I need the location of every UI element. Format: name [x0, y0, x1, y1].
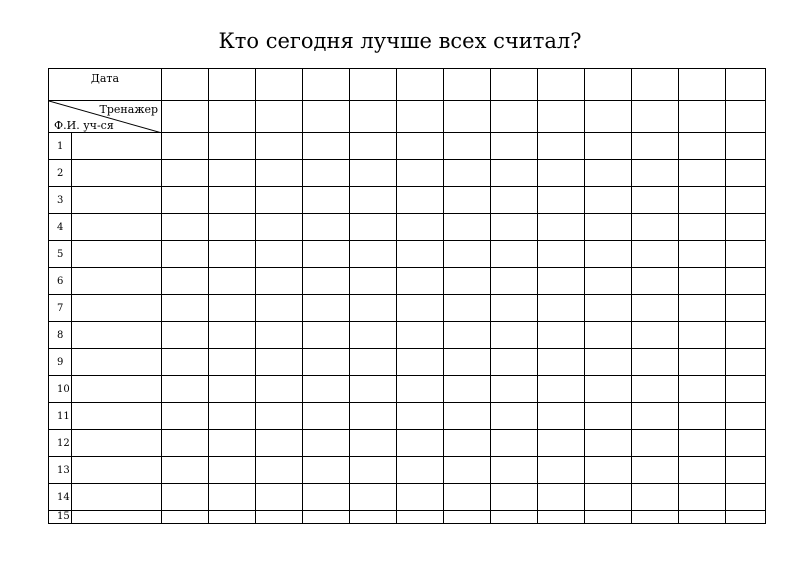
- row-number: 7: [49, 295, 72, 322]
- score-cell[interactable]: [491, 484, 538, 511]
- score-cell[interactable]: [209, 457, 256, 484]
- row-number: 3: [49, 187, 72, 214]
- score-cell[interactable]: [209, 187, 256, 214]
- score-cell[interactable]: [162, 484, 209, 511]
- score-cell[interactable]: [444, 322, 491, 349]
- score-cell[interactable]: [303, 484, 350, 511]
- trainer-cell[interactable]: [585, 101, 632, 133]
- row-number: 11: [49, 403, 72, 430]
- student-name-cell[interactable]: [72, 241, 162, 268]
- date-cell[interactable]: [256, 69, 303, 101]
- score-cell[interactable]: [679, 376, 726, 403]
- score-cell[interactable]: [444, 349, 491, 376]
- score-cell[interactable]: [209, 214, 256, 241]
- score-cell[interactable]: [397, 430, 444, 457]
- score-cell[interactable]: [444, 187, 491, 214]
- table-row: [49, 349, 766, 376]
- score-cell[interactable]: [632, 457, 679, 484]
- score-cell[interactable]: [350, 511, 397, 524]
- score-cell[interactable]: [679, 484, 726, 511]
- score-cell[interactable]: [209, 268, 256, 295]
- score-cell[interactable]: [350, 160, 397, 187]
- score-cell[interactable]: [538, 295, 585, 322]
- trainer-cell[interactable]: [726, 101, 766, 133]
- student-name-cell[interactable]: [72, 133, 162, 160]
- score-cell[interactable]: [444, 430, 491, 457]
- score-cell[interactable]: [726, 187, 766, 214]
- score-cell[interactable]: [162, 511, 209, 524]
- page-title: Кто сегодня лучше всех считал?: [218, 29, 582, 53]
- trainer-row: [49, 101, 766, 133]
- score-cell[interactable]: [303, 214, 350, 241]
- score-cell[interactable]: [585, 484, 632, 511]
- score-cell[interactable]: [397, 187, 444, 214]
- score-cell[interactable]: [350, 376, 397, 403]
- score-cell[interactable]: [444, 295, 491, 322]
- date-cell[interactable]: [491, 69, 538, 101]
- score-cell[interactable]: [726, 511, 766, 524]
- score-cell[interactable]: [585, 295, 632, 322]
- row-number: 5: [49, 241, 72, 268]
- trainer-cell[interactable]: [256, 101, 303, 133]
- student-name-cell[interactable]: [72, 349, 162, 376]
- score-cell[interactable]: [256, 133, 303, 160]
- score-cell[interactable]: [585, 376, 632, 403]
- score-cell[interactable]: [585, 430, 632, 457]
- score-cell[interactable]: [397, 160, 444, 187]
- score-cell[interactable]: [256, 187, 303, 214]
- table-row: [49, 160, 766, 187]
- score-cell[interactable]: [726, 241, 766, 268]
- date-row: [49, 69, 766, 101]
- score-cell[interactable]: [491, 295, 538, 322]
- score-cell[interactable]: [491, 268, 538, 295]
- score-cell[interactable]: [444, 268, 491, 295]
- score-cell[interactable]: [491, 133, 538, 160]
- score-cell[interactable]: [585, 241, 632, 268]
- date-header: Дата: [49, 69, 162, 101]
- score-cell[interactable]: [303, 457, 350, 484]
- score-cell[interactable]: [350, 187, 397, 214]
- score-cell[interactable]: [726, 376, 766, 403]
- score-cell[interactable]: [162, 349, 209, 376]
- student-name-cell[interactable]: [72, 511, 162, 524]
- date-cell[interactable]: [538, 69, 585, 101]
- table-row: [49, 484, 766, 511]
- score-cell[interactable]: [632, 511, 679, 524]
- score-cell[interactable]: [256, 430, 303, 457]
- score-cell[interactable]: [209, 349, 256, 376]
- score-cell[interactable]: [256, 484, 303, 511]
- score-cell[interactable]: [444, 484, 491, 511]
- student-name-cell[interactable]: [72, 457, 162, 484]
- score-cell[interactable]: [397, 457, 444, 484]
- results-table: [48, 68, 766, 524]
- date-cell[interactable]: [397, 69, 444, 101]
- date-cell[interactable]: [209, 69, 256, 101]
- score-cell[interactable]: [491, 430, 538, 457]
- table-row: [49, 214, 766, 241]
- score-cell[interactable]: [679, 268, 726, 295]
- score-cell[interactable]: [726, 430, 766, 457]
- table-row: [49, 268, 766, 295]
- score-cell[interactable]: [350, 430, 397, 457]
- score-cell[interactable]: [350, 484, 397, 511]
- score-cell[interactable]: [162, 376, 209, 403]
- score-cell[interactable]: [209, 430, 256, 457]
- score-cell[interactable]: [444, 376, 491, 403]
- row-number: 9: [49, 349, 72, 376]
- student-name-cell[interactable]: [72, 322, 162, 349]
- score-cell[interactable]: [209, 160, 256, 187]
- score-cell[interactable]: [726, 268, 766, 295]
- score-cell[interactable]: [632, 295, 679, 322]
- trainer-cell[interactable]: [538, 101, 585, 133]
- score-cell[interactable]: [538, 160, 585, 187]
- row-number: 14: [49, 484, 72, 511]
- score-cell[interactable]: [538, 268, 585, 295]
- row-number: 2: [49, 160, 72, 187]
- trainer-cell[interactable]: [491, 101, 538, 133]
- trainer-header: Тренажер: [99, 103, 158, 116]
- score-cell[interactable]: [350, 241, 397, 268]
- table-row: [49, 322, 766, 349]
- table-row: [49, 511, 766, 524]
- date-cell[interactable]: [632, 69, 679, 101]
- score-cell[interactable]: [679, 214, 726, 241]
- score-cell[interactable]: [726, 457, 766, 484]
- score-cell[interactable]: [444, 133, 491, 160]
- score-cell[interactable]: [538, 241, 585, 268]
- score-cell[interactable]: [491, 376, 538, 403]
- score-cell[interactable]: [303, 349, 350, 376]
- score-cell[interactable]: [679, 403, 726, 430]
- score-cell[interactable]: [491, 187, 538, 214]
- score-cell[interactable]: [444, 241, 491, 268]
- score-cell[interactable]: [679, 457, 726, 484]
- score-cell[interactable]: [256, 349, 303, 376]
- trainer-cell[interactable]: [444, 101, 491, 133]
- score-cell[interactable]: [444, 403, 491, 430]
- trainer-cell[interactable]: [679, 101, 726, 133]
- table-row: [49, 295, 766, 322]
- row-number: 10: [49, 376, 72, 403]
- score-cell[interactable]: [256, 160, 303, 187]
- score-cell[interactable]: [350, 295, 397, 322]
- score-cell[interactable]: [632, 484, 679, 511]
- trainer-cell[interactable]: [632, 101, 679, 133]
- score-cell[interactable]: [538, 430, 585, 457]
- score-cell[interactable]: [491, 457, 538, 484]
- score-cell[interactable]: [726, 403, 766, 430]
- score-cell[interactable]: [538, 214, 585, 241]
- score-cell[interactable]: [632, 322, 679, 349]
- score-cell[interactable]: [303, 430, 350, 457]
- score-cell[interactable]: [256, 214, 303, 241]
- score-cell[interactable]: [585, 187, 632, 214]
- table-row: [49, 430, 766, 457]
- score-cell[interactable]: [350, 133, 397, 160]
- score-cell[interactable]: [350, 349, 397, 376]
- score-cell[interactable]: [256, 268, 303, 295]
- score-cell[interactable]: [444, 214, 491, 241]
- score-cell[interactable]: [397, 484, 444, 511]
- student-name-cell[interactable]: [72, 430, 162, 457]
- score-cell[interactable]: [162, 187, 209, 214]
- score-cell[interactable]: [679, 349, 726, 376]
- student-name-cell[interactable]: [72, 484, 162, 511]
- trainer-cell[interactable]: [397, 101, 444, 133]
- row-number: 15: [49, 511, 72, 524]
- score-cell[interactable]: [303, 241, 350, 268]
- score-cell[interactable]: [303, 403, 350, 430]
- score-cell[interactable]: [256, 457, 303, 484]
- score-cell[interactable]: [538, 349, 585, 376]
- score-cell[interactable]: [350, 322, 397, 349]
- table-row: [49, 376, 766, 403]
- score-cell[interactable]: [726, 295, 766, 322]
- score-cell[interactable]: [397, 214, 444, 241]
- score-cell[interactable]: [397, 322, 444, 349]
- score-cell[interactable]: [632, 268, 679, 295]
- date-cell[interactable]: [585, 69, 632, 101]
- student-name-cell[interactable]: [72, 160, 162, 187]
- score-cell[interactable]: [679, 511, 726, 524]
- score-cell[interactable]: [209, 484, 256, 511]
- score-cell[interactable]: [303, 322, 350, 349]
- score-cell[interactable]: [397, 403, 444, 430]
- trainer-cell[interactable]: [350, 101, 397, 133]
- score-cell[interactable]: [256, 241, 303, 268]
- score-cell[interactable]: [209, 403, 256, 430]
- score-cell[interactable]: [585, 403, 632, 430]
- score-cell[interactable]: [538, 457, 585, 484]
- score-cell[interactable]: [303, 133, 350, 160]
- score-cell[interactable]: [209, 241, 256, 268]
- trainer-cell[interactable]: [303, 101, 350, 133]
- score-cell[interactable]: [162, 160, 209, 187]
- table-row: [49, 457, 766, 484]
- score-cell[interactable]: [491, 511, 538, 524]
- student-name-cell[interactable]: [72, 214, 162, 241]
- score-cell[interactable]: [397, 241, 444, 268]
- score-cell[interactable]: [256, 322, 303, 349]
- score-cell[interactable]: [726, 349, 766, 376]
- score-cell[interactable]: [585, 511, 632, 524]
- score-cell[interactable]: [632, 349, 679, 376]
- date-cell[interactable]: [162, 69, 209, 101]
- table-row: [49, 241, 766, 268]
- score-cell[interactable]: [303, 511, 350, 524]
- score-cell[interactable]: [303, 295, 350, 322]
- score-cell[interactable]: [162, 457, 209, 484]
- score-cell[interactable]: [632, 214, 679, 241]
- score-cell[interactable]: [679, 187, 726, 214]
- score-cell[interactable]: [397, 133, 444, 160]
- table-row: [49, 133, 766, 160]
- score-cell[interactable]: [538, 376, 585, 403]
- date-cell[interactable]: [679, 69, 726, 101]
- score-cell[interactable]: [632, 241, 679, 268]
- score-cell[interactable]: [679, 133, 726, 160]
- score-cell[interactable]: [397, 511, 444, 524]
- score-cell[interactable]: [632, 430, 679, 457]
- score-cell[interactable]: [444, 160, 491, 187]
- row-number: 6: [49, 268, 72, 295]
- date-cell[interactable]: [350, 69, 397, 101]
- student-name-cell[interactable]: [72, 403, 162, 430]
- score-cell[interactable]: [256, 511, 303, 524]
- score-cell[interactable]: [397, 268, 444, 295]
- score-cell[interactable]: [679, 160, 726, 187]
- score-cell[interactable]: [491, 322, 538, 349]
- score-cell[interactable]: [491, 349, 538, 376]
- student-name-cell[interactable]: [72, 376, 162, 403]
- score-cell[interactable]: [162, 295, 209, 322]
- score-cell[interactable]: [538, 403, 585, 430]
- score-cell[interactable]: [632, 187, 679, 214]
- row-number: 12: [49, 430, 72, 457]
- row-number: 4: [49, 214, 72, 241]
- score-cell[interactable]: [256, 403, 303, 430]
- score-cell[interactable]: [726, 133, 766, 160]
- date-cell[interactable]: [726, 69, 766, 101]
- score-cell[interactable]: [585, 214, 632, 241]
- score-cell[interactable]: [162, 241, 209, 268]
- score-cell[interactable]: [632, 403, 679, 430]
- student-name-cell[interactable]: [72, 187, 162, 214]
- score-cell[interactable]: [397, 376, 444, 403]
- score-cell[interactable]: [679, 241, 726, 268]
- date-cell[interactable]: [303, 69, 350, 101]
- row-number: 1: [49, 133, 72, 160]
- score-cell[interactable]: [162, 214, 209, 241]
- row-number: 8: [49, 322, 72, 349]
- student-name-cell[interactable]: [72, 295, 162, 322]
- table-row: [49, 403, 766, 430]
- score-cell[interactable]: [538, 322, 585, 349]
- score-cell[interactable]: [726, 214, 766, 241]
- student-name-cell[interactable]: [72, 268, 162, 295]
- score-cell[interactable]: [632, 160, 679, 187]
- date-cell[interactable]: [444, 69, 491, 101]
- score-cell[interactable]: [209, 511, 256, 524]
- score-cell[interactable]: [444, 511, 491, 524]
- score-cell[interactable]: [162, 430, 209, 457]
- student-header: Ф.И. уч-ся: [54, 119, 114, 132]
- score-cell[interactable]: [726, 160, 766, 187]
- score-cell[interactable]: [256, 376, 303, 403]
- score-cell[interactable]: [162, 322, 209, 349]
- score-cell[interactable]: [726, 322, 766, 349]
- score-cell[interactable]: [538, 484, 585, 511]
- score-cell[interactable]: [679, 295, 726, 322]
- score-cell[interactable]: [209, 133, 256, 160]
- score-cell[interactable]: [162, 133, 209, 160]
- score-cell[interactable]: [585, 349, 632, 376]
- score-cell[interactable]: [585, 160, 632, 187]
- score-cell[interactable]: [491, 160, 538, 187]
- score-cell[interactable]: [350, 403, 397, 430]
- score-cell[interactable]: [209, 295, 256, 322]
- score-cell[interactable]: [350, 457, 397, 484]
- score-cell[interactable]: [303, 187, 350, 214]
- score-cell[interactable]: [585, 322, 632, 349]
- score-cell[interactable]: [350, 268, 397, 295]
- score-cell[interactable]: [303, 160, 350, 187]
- score-cell[interactable]: [256, 295, 303, 322]
- score-cell[interactable]: [491, 403, 538, 430]
- score-cell[interactable]: [538, 511, 585, 524]
- score-cell[interactable]: [585, 457, 632, 484]
- trainer-cell[interactable]: [162, 101, 209, 133]
- score-cell[interactable]: [303, 376, 350, 403]
- score-cell[interactable]: [162, 268, 209, 295]
- score-cell[interactable]: [209, 322, 256, 349]
- row-number: 13: [49, 457, 72, 484]
- score-cell[interactable]: [444, 457, 491, 484]
- trainer-cell[interactable]: [209, 101, 256, 133]
- score-cell[interactable]: [538, 133, 585, 160]
- score-cell[interactable]: [491, 214, 538, 241]
- diagonal-header-cell: [49, 101, 162, 133]
- score-cell[interactable]: [350, 214, 397, 241]
- score-cell[interactable]: [679, 430, 726, 457]
- score-cell[interactable]: [679, 322, 726, 349]
- score-cell[interactable]: [397, 349, 444, 376]
- score-cell[interactable]: [491, 241, 538, 268]
- score-cell[interactable]: [585, 268, 632, 295]
- score-cell[interactable]: [632, 133, 679, 160]
- score-cell[interactable]: [585, 133, 632, 160]
- table-row: [49, 187, 766, 214]
- score-cell[interactable]: [303, 268, 350, 295]
- score-cell[interactable]: [209, 376, 256, 403]
- score-cell[interactable]: [397, 295, 444, 322]
- score-cell[interactable]: [632, 376, 679, 403]
- score-cell[interactable]: [162, 403, 209, 430]
- score-cell[interactable]: [726, 484, 766, 511]
- score-cell[interactable]: [538, 187, 585, 214]
